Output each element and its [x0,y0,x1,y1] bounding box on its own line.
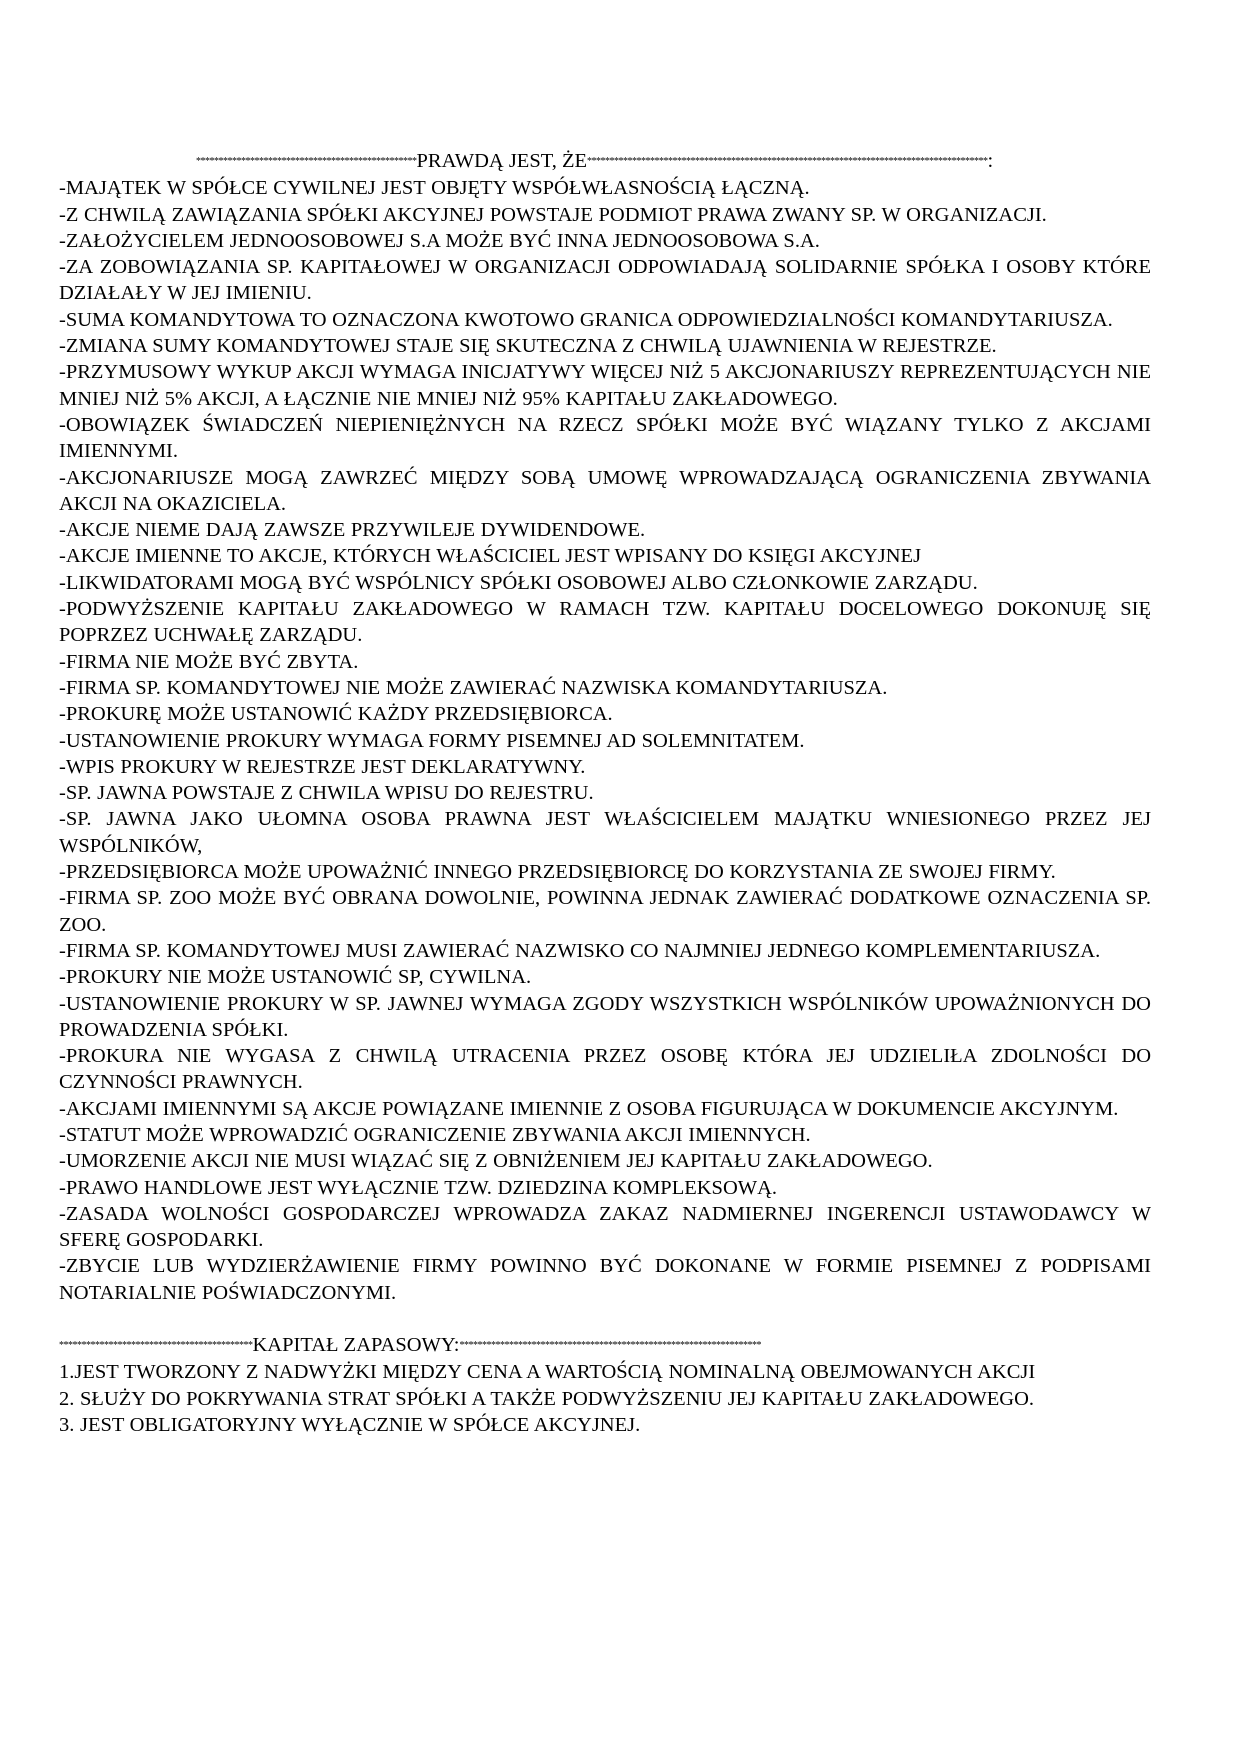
statement-item: -PRAWO HANDLOWE JEST WYŁĄCZNIE TZW. DZIEDZINA KOMPLEKSOWĄ. [59,1176,778,1199]
heading-stars-right: ***************************************************************************************** [587,156,988,167]
statement-item: -AKCJAMI IMIENNYMI SĄ AKCJE POWIĄZANE IMIENNIE Z OSOBA FIGURUJĄCA W DOKUMENCIE AKCYJNYM. [59,1097,1119,1120]
heading-stars-left: ******************************************* [59,1340,253,1352]
kapital-list [59,1359,1151,1438]
statement-item: -AKCJE IMIENNE TO AKCJE, KTÓRYCH WŁAŚCICIEL JEST WPISANY DO KSIĘGI AKCYJNEJ [59,545,922,568]
statement-item: -USTANOWIENIE PROKURY W SP. JAWNEJ WYMAGA ZGODY WSZYSTKICH WSPÓLNIKÓW UPOWAŻNIONYCH DO PROWADZENIA SPÓŁKI. [59,992,1151,1041]
statement-item: -SUMA KOMANDYTOWA TO OZNACZONA KWOTOWO GRANICA ODPOWIEDZIALNOŚCI KOMANDYTARIUSZA. [59,308,1113,331]
statement-item: -PRZEDSIĘBIORCA MOŻE UPOWAŻNIĆ INNEGO PRZEDSIĘBIORCĘ DO KORZYSTANIA ZE SWOJEJ FIRMY. [59,861,1056,884]
heading-title: PRAWDĄ JEST, ŻE [416,150,588,172]
statement-item: -ZBYCIE LUB WYDZIERŻAWIENIE FIRMY POWINNO BYĆ DOKONANE W FORMIE PISEMNEJ Z PODPISAMI NOTARIALNIE POŚWIADCZONYMI. [59,1255,1151,1304]
statement-item: -FIRMA SP. KOMANDYTOWEJ MUSI ZAWIERAĆ NAZWISKO CO NAJMNIEJ JEDNEGO KOMPLEMENTARIUSZA. [59,939,1101,962]
kapital-item: 2. SŁUŻY DO POKRYWANIA STRAT SPÓŁKI A TAKŻE PODWYŻSZENIU JEJ KAPITAŁU ZAKŁADOWEGO. [59,1387,1035,1410]
statement-item: -PROKURY NIE MOŻE USTANOWIĆ SP, CYWILNA. [59,966,532,989]
statement-item: -LIKWIDATORAMI MOGĄ BYĆ WSPÓLNICY SPÓŁKI OSOBOWEJ ALBO CZŁONKOWIE ZARZĄDU. [59,571,978,594]
statement-item: -FIRMA SP. ZOO MOŻE BYĆ OBRANA DOWOLNIE, POWINNA JEDNAK ZAWIERAĆ DODATKOWE OZNACZENIA SP. ZOO. [59,887,1151,936]
heading-stars-right: ******************************************************************* [459,1340,761,1352]
statement-item: -FIRMA SP. KOMANDYTOWEJ NIE MOŻE ZAWIERAĆ NAZWISKA KOMANDYTARIUSZA. [59,676,888,699]
kapital-item: 1.JEST TWORZONY Z NADWYŻKI MIĘDZY CENA A WARTOŚCIĄ NOMINALNĄ OBEJMOWANYCH AKCJI [59,1361,1036,1384]
statement-item: -AKCJE NIEME DAJĄ ZAWSZE PRZYWILEJE DYWIDENDOWE. [59,519,646,542]
statement-item: -PROKURĘ MOŻE USTANOWIĆ KAŻDY PRZEDSIĘBIORCA. [59,703,613,726]
statement-item: -UMORZENIE AKCJI NIE MUSI WIĄZAĆ SIĘ Z OBNIŻENIEM JEJ KAPITAŁU ZAKŁADOWEGO. [59,1150,933,1173]
heading-stars-left: ************************************************* [196,156,417,167]
document-content [59,148,1151,1438]
statement-item: -ZA ZOBOWIĄZANIA SP. KAPITAŁOWEJ W ORGANIZACJI ODPOWIADAJĄ SOLIDARNIE SPÓŁKA I OSOBY KTÓRE DZIAŁAŁY W JEJ IMIENIU. [59,256,1151,305]
statement-item: -PROKURA NIE WYGASA Z CHWILĄ UTRACENIA PRZEZ OSOBĘ KTÓRA JEJ UDZIELIŁA ZDOLNOŚCI DO CZYNNOŚCI PRAWNYCH. [59,1045,1151,1094]
statement-item: -STATUT MOŻE WPROWADZIĆ OGRANICZENIE ZBYWANIA AKCJI IMIENNYCH. [59,1123,811,1146]
statement-item: -OBOWIĄZEK ŚWIADCZEŃ NIEPIENIĘŻNYCH NA RZECZ SPÓŁKI MOŻE BYĆ WIĄZANY TYLKO Z AKCJAMI IMIENNYMI. [59,413,1151,463]
statement-item: -MAJĄTEK W SPÓŁCE CYWILNEJ JEST OBJĘTY WSPÓŁWŁASNOŚCIĄ ŁĄCZNĄ. [59,177,810,200]
section-heading-prawda [59,148,1151,175]
statement-item: -WPIS PROKURY W REJESTRZE JEST DEKLARATYWNY. [59,755,586,778]
statement-item: -SP. JAWNA POWSTAJE Z CHWILA WPISU DO REJESTRU. [59,782,594,805]
section-heading-kapital-zapasowy [59,1332,1151,1359]
statement-item: -ZAŁOŻYCIELEM JEDNOOSOBOWEJ S.A MOŻE BYĆ INNA JEDNOOSOBOWA S.A. [59,229,820,252]
statement-item: -FIRMA NIE MOŻE BYĆ ZBYTA. [59,650,359,673]
statement-item: -Z CHWILĄ ZAWIĄZANIA SPÓŁKI AKCYJNEJ POWSTAJE PODMIOT PRAWA ZWANY SP. W ORGANIZACJI. [59,203,1047,226]
statement-item: -SP. JAWNA JAKO UŁOMNA OSOBA PRAWNA JEST WŁAŚCICIELEM MAJĄTKU WNIESIONEGO PRZEZ JEJ WSPÓLNIKÓW, [59,808,1151,857]
statement-item: -PRZYMUSOWY WYKUP AKCJI WYMAGA INICJATYWY WIĘCEJ NIŻ 5 AKCJONARIUSZY REPREZENTUJĄCYCH NIE MNIEJ NIŻ 5% AKCJI, A ŁĄCZNIE NIE MNIEJ NIŻ 95% KAPITAŁU ZAKŁADOWEGO. [59,361,1151,410]
heading-title: KAPITAŁ ZAPASOWY: [252,1334,460,1357]
heading-suffix: : [987,150,994,172]
statement-item: -ZMIANA SUMY KOMANDYTOWEJ STAJE SIĘ SKUTECZNA Z CHWILĄ UJAWNIENIA W REJESTRZE. [59,335,997,358]
statement-list [59,175,1151,1306]
statement-item: -PODWYŻSZENIE KAPITAŁU ZAKŁADOWEGO W RAMACH TZW. KAPITAŁU DOCELOWEGO DOKONUJĘ SIĘ POPRZEZ UCHWAŁĘ ZARZĄDU. [59,598,1151,647]
statement-item: -AKCJONARIUSZE MOGĄ ZAWRZEĆ MIĘDZY SOBĄ UMOWĘ WPROWADZAJĄCĄ OGRANICZENIA ZBYWANIA AKCJI NA OKAZICIELA. [59,466,1151,515]
statement-item: -ZASADA WOLNOŚCI GOSPODARCZEJ WPROWADZA ZAKAZ NADMIERNEJ INGERENCJI USTAWODAWCY W SFERĘ GOSPODARKI. [59,1202,1151,1252]
statement-item: -USTANOWIENIE PROKURY WYMAGA FORMY PISEMNEJ AD SOLEMNITATEM. [59,729,805,752]
kapital-item: 3. JEST OBLIGATORYJNY WYŁĄCZNIE W SPÓŁCE AKCYJNEJ. [59,1413,641,1436]
